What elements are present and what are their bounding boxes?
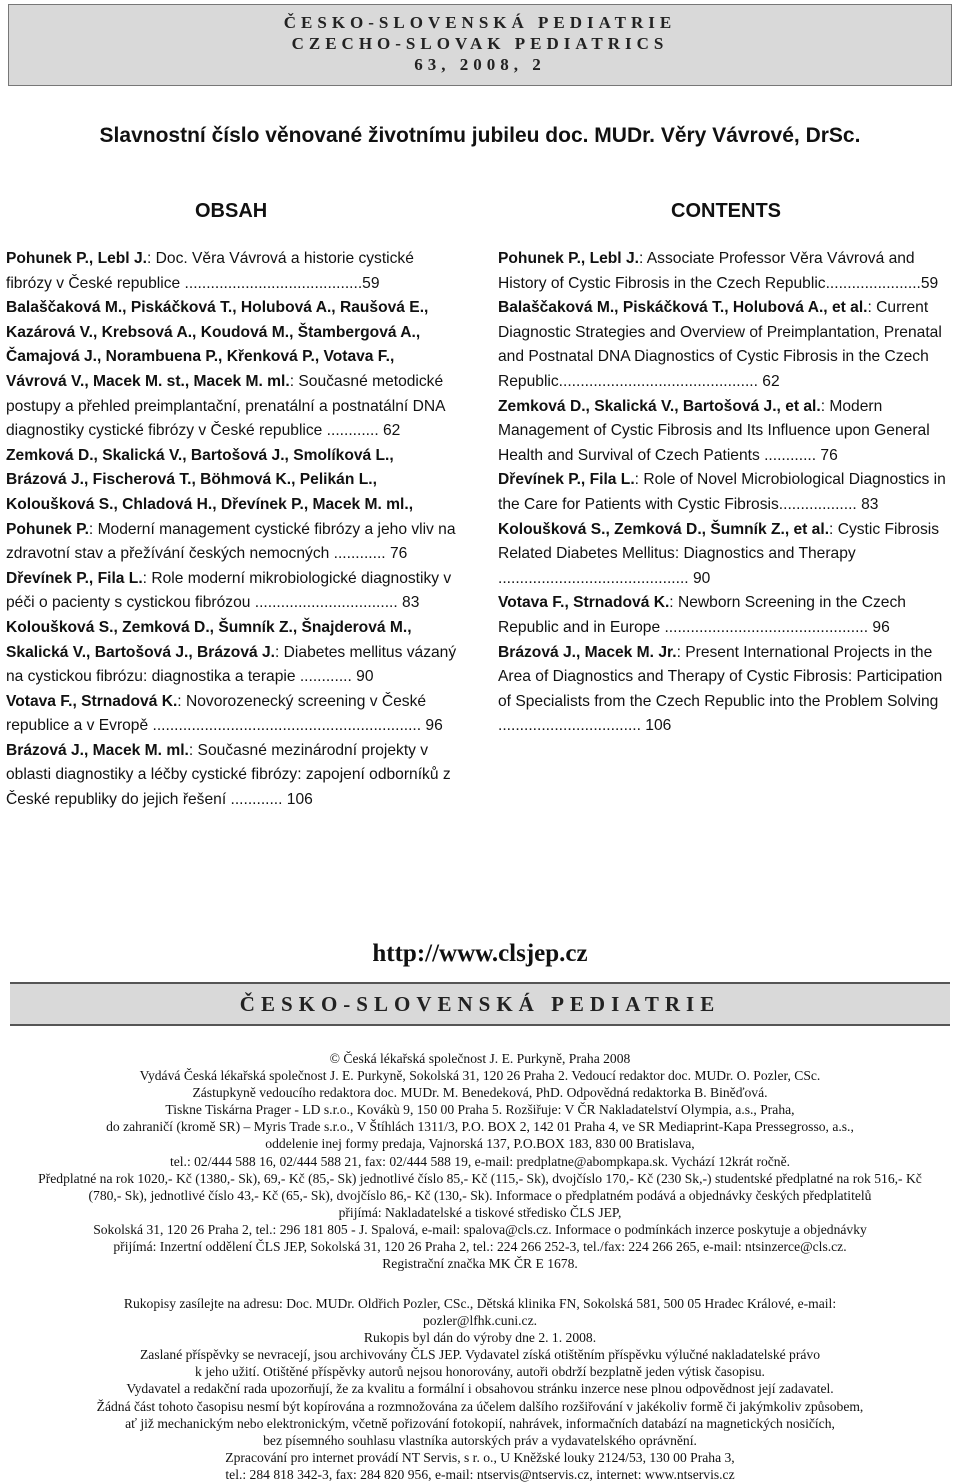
toc-authors: Zemková D., Skalická V., Bartošová J., Smolíková L., Brázová J., Fischerová T., Böhmová K., Pelikán L., Koloušková S., Chladová H., Dřevínek P., Macek M. ml., Pohunek P. [6, 446, 414, 538]
toc-title: : Cystic Fibrosis Related Diabetes Mellitus: Diagnostics and Therapy ............................................ 90 [498, 520, 940, 587]
colophon-line: Zaslané příspěvky se nevracejí, jsou archivovány ČLS JEP. Vydavatel získá otištěním příspěvku výlučné nakladatelské právo [139, 1347, 821, 1363]
colophon-line: bez písemného souhlasu vlastníka autorských práv a vydavatelského oprávnění. [263, 1432, 697, 1448]
colophon-line: © Česká lékařská společnost J. E. Purkyně, Praha 2008 [329, 1051, 631, 1066]
journal-title-czech: ČESKO-SLOVENSKÁ PEDIATRIE [283, 13, 677, 32]
toc-authors: Brázová J., Macek M. Jr. [498, 643, 677, 661]
toc-title: : Diabetes mellitus vázaný na cystickou fibrózu: diagnostika a terapie ............ 90 [6, 643, 457, 686]
colophon-line: Zástupkyně vedoucího redaktora doc. MUDr. M. Benedeková, PhD. Odpovědná redaktorka B. Biněďová. [192, 1085, 768, 1101]
toc-authors: Votava F., Strnadová K. [498, 594, 670, 612]
toc-authors: Brázová J., Macek M. ml. [6, 741, 189, 759]
colophon-line: (780,- Sk), jednotlivé číslo 43,- Kč (65,- Sk), dvojčíslo 86,- Kč (130,- Sk). Informace o předplatném podává a objednávky českých předplatitelů [88, 1187, 872, 1203]
toc-entry[interactable] [6, 247, 458, 296]
toc-entry[interactable] [498, 247, 956, 296]
toc-authors: Balaščaková M., Piskáčková T., Holubová A., et al. [498, 299, 868, 317]
toc-authors: Koloušková S., Zemková D., Šumník Z., Šnajderová M., Skalická V., Bartošová J., Brázová J. [6, 618, 412, 661]
toc-entry[interactable] [498, 518, 956, 592]
toc-authors: Pohunek P., Lebl J. [6, 250, 147, 267]
toc-entry[interactable] [6, 567, 458, 616]
toc-title: : Modern Management of Cystic Fibrosis and Its Influence upon General Health and Survival of Czech Patients ............ 76 [498, 397, 930, 464]
toc-english [498, 247, 956, 739]
colophon-submissions [0, 1295, 960, 1483]
colophon-line: přijímá: Inzertní oddělení ČLS JEP, Sokolská 31, 120 26 Praha 2, tel.: 224 266 252-3, tel./fax: 224 266 265, e-mail: ntsinzerce@cls.cz. [113, 1239, 847, 1255]
issue-subtitle: Slavnostní číslo věnované životnímu jubileu doc. MUDr. Věry Vávrové, DrSc. [99, 124, 861, 147]
toc-title: : Současné metodické postupy a přehled preimplantační, prenatální a postnatální DNA diagnostiky cystické fibrózy v České republice ............ 62 [6, 372, 445, 440]
toc-entry[interactable] [498, 591, 956, 640]
toc-entry[interactable] [6, 616, 458, 690]
colophon-line: do zahraničí (kromě SR) – Myris Trade s.r.o., V Štíhlách 1311/3, P.O. BOX 2, 142 01 Praha 4, ve SR Mediaprint-Kapa Pressegrosso, a.s., [106, 1119, 854, 1135]
journal-volume: 63, 2008, 2 [414, 55, 546, 74]
colophon-line: Předplatné na rok 1020,- Kč (1380,- Sk), 69,- Kč (85,- Sk) jednotlivé číslo 85,- Kč (115,- Sk), dvojčíslo 170,- Kč (230 Sk,-) studentské předplatné na rok 516,- Kč [38, 1170, 922, 1186]
toc-title: : Newborn Screening in the Czech Republic and in Europe ............................................... 96 [498, 594, 906, 636]
journal-header [8, 4, 952, 86]
toc-title: : Present International Projects in the Area of Diagnostics and Therapy of Cystic Fibrosis: Participation of Specialists from the Czech Republic into the Problem Solving ................................. 106 [498, 643, 943, 735]
toc-authors: Balaščaková M., Piskáčková T., Holubová A., Raušová E., Kazárová V., Krebsová A., Koudová M., Štambergová A., Čamajová J., Norambuena P., Křenková P., Votava F., Vávrová V., Macek M. st., Macek M. ml. [6, 299, 429, 390]
toc-entry[interactable] [6, 296, 458, 444]
colophon-line: Vydavatel a redakční rada upozorňují, že za kvalitu a formální i obsahovou stránku inzerce nese plnou odpovědnost její zadavatel. [126, 1381, 834, 1397]
colophon-publisher [0, 1050, 960, 1272]
colophon-line: Vydává Česká lékařská společnost J. E. Purkyně, Sokolská 31, 120 26 Praha 2. Vedoucí redaktor doc. MUDr. O. Pozler, CSc. [139, 1068, 821, 1084]
colophon-line: Tiskne Tiskárna Prager - LD s.r.o., Kovákù 9, 150 00 Praha 5. Rozšiřuje: V ČR Nakladatelství Olympia, a.s., Praha, [165, 1102, 795, 1118]
obsah-heading: OBSAH [195, 200, 268, 222]
colophon-line: tel.: 284 818 342-3, fax: 284 820 956, e-mail: ntservis@ntservis.cz, internet: www.ntservis.cz [225, 1466, 735, 1482]
toc-title: : Associate Professor Věra Vávrová and History of Cystic Fibrosis in the Czech Republic......................59 [498, 250, 939, 292]
colophon-line: pozler@lfhk.cuni.cz. [422, 1313, 538, 1329]
colophon-line: Rukopisy zasílejte na adresu: Doc. MUDr. Oldřich Pozler, CSc., Dětská klinika FN, Sokolská 581, 500 05 Hradec Králové, e-mail: [123, 1296, 837, 1311]
toc-authors: Dřevínek P., Fila L. [498, 471, 635, 489]
toc-czech [6, 247, 458, 813]
colophon-line: Rukopis byl dán do výroby dne 2. 1. 2008. [363, 1330, 597, 1346]
toc-title: : Role of Novel Microbiological Diagnostics in the Care for Patients with Cystic Fibrosis.................. 83 [498, 471, 946, 513]
toc-entry[interactable] [6, 690, 458, 739]
journal-url-link[interactable]: http://www.clsjep.cz [372, 940, 588, 967]
colophon-line: přijímá: Nakladatelské a tiskové středisko ČLS JEP, [338, 1204, 622, 1220]
journal-banner: ČESKO-SLOVENSKÁ PEDIATRIE [10, 982, 950, 1026]
toc-title: : Moderní management cystické fibrózy a jeho vliv na zdravotní stav a přežívání českých nemocných ............ 76 [6, 520, 456, 563]
toc-entry[interactable] [498, 468, 956, 517]
contents-heading: CONTENTS [671, 200, 781, 222]
toc-entry[interactable] [498, 296, 956, 394]
colophon-line: k jeho užití. Otištěné příspěvky autorů nejsou honorovány, autoři obdrží bezplatně jeden výtisk časopisu. [195, 1364, 765, 1380]
toc-title: : Role moderní mikrobiologické diagnostiky v péči o pacienty s cystickou fibrózou ................................. 83 [6, 569, 452, 612]
colophon-line: oddelenie inej formy predaja, Vajnorská 137, P.O.BOX 183, 830 00 Bratislava, [265, 1136, 695, 1152]
toc-authors: Koloušková S., Zemková D., Šumník Z., et al. [498, 520, 830, 538]
toc-title: : Doc. Věra Vávrová a historie cystické fibrózy v České republice .........................................59 [6, 250, 414, 292]
colophon-line: Žádná část tohoto časopisu nesmí být kopírována a rozmnožována za účelem dalšího rozšiřování v jakékoliv formě či jakýmkoliv způsobem, [96, 1398, 864, 1414]
journal-title-english: CZECHO-SLOVAK PEDIATRICS [291, 34, 669, 53]
toc-authors: Zemková D., Skalická V., Bartošová J., et al. [498, 397, 821, 415]
colophon-line: Registrační značka MK ČR E 1678. [382, 1256, 578, 1272]
toc-entry[interactable] [498, 395, 956, 469]
toc-authors: Dřevínek P., Fila L. [6, 569, 143, 587]
colophon-line: Zpracování pro internet provádí NT Servis, s r. o., U Kněžské louky 2124/53, 130 00 Praha 3, [225, 1449, 735, 1465]
toc-entry[interactable] [6, 739, 458, 813]
colophon-line: ať již mechanickým nebo elektronickým, včetně pořizování fotokopií, nahrávek, informačních databází na magnetických nosičích, [125, 1415, 835, 1431]
toc-title: : Současné mezinárodní projekty v oblasti diagnostiky a léčby cystické fibrózy: zapojení odborníků z České republiky do jejich řešení ............ 106 [6, 741, 451, 809]
toc-entry[interactable] [6, 444, 458, 567]
toc-title: : Current Diagnostic Strategies and Overview of Preimplantation, Prenatal and Postnatal DNA Diagnostics of Cystic Fibrosis in the Czech Republic.............................................. 62 [498, 299, 942, 390]
toc-authors: Pohunek P., Lebl J. [498, 250, 639, 267]
toc-entry[interactable] [498, 641, 956, 739]
toc-authors: Votava F., Strnadová K. [6, 692, 178, 710]
colophon-line: tel.: 02/444 588 16, 02/444 588 21, fax: 02/444 588 19, e-mail: predplatne@abompkapa.sk. Vychází 12krát ročně. [169, 1153, 791, 1169]
toc-title: : Novorozenecký screening v České republice a v Evropě .............................................................. 96 [6, 692, 443, 735]
colophon-line: Sokolská 31, 120 26 Praha 2, tel.: 296 181 805 - J. Spalová, e-mail: spalova@cls.cz. Informace o podmínkách inzerce poskytuje a objednávky [93, 1221, 867, 1237]
